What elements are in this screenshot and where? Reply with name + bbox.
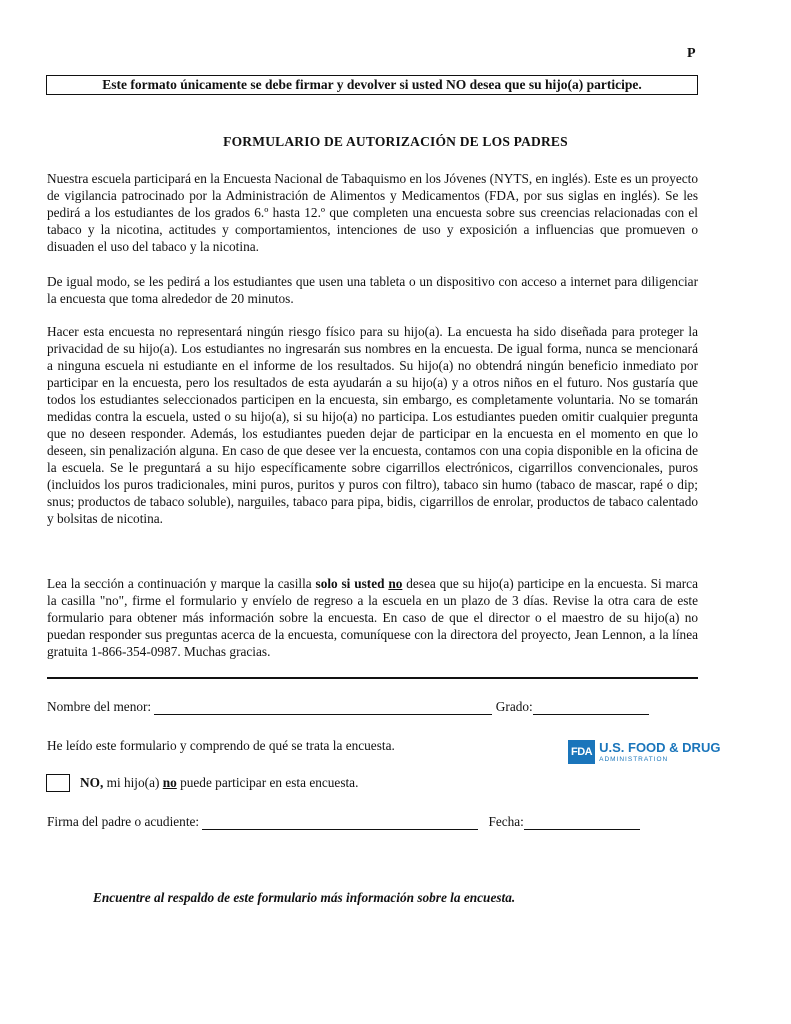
paragraph-privacy: Hacer esta encuesta no representará ningún riesgo físico para su hijo(a). La encuesta ha sido diseñada para proteger la privacidad de su hijo(a). Los estudiantes no ingresarán sus nombres en la encuesta. De igual forma, nunca se mencionará a ninguna escuela ni estudiante en el informe de los resultados. Su hijo(a) no obtendrá ningún beneficio inmediato por participar en la encuesta, pero los resultados de esta ayudarán a su hijo(a) y a otros niños en el futuro. Nos gustaría que todos los estudiantes seleccionados participen en la encuesta, sin embargo, es completamente voluntaria. No se tomarán medidas contra la escuela, usted o su hijo(a), si su hijo(a) no participa. Los estudiantes pueden omitir cualquier pregunta que no deseen responder. Además, los estudiantes pueden dejar de participar en la encuesta en el momento en que lo deseen, sin penalización alguna. En caso de que desee ver la encuesta, contamos con una copia disponible en la oficina de la escuela. Se le preguntará a su hijo específicamente sobre cigarrillos electrónicos, cigarrillos convencionales, puros (incluidos los puros tradicionales, mini puros, puritos y puros con filtro), tabaco sin humo (tabaco de mascar, rapé o dip; snus; productos de tabaco soluble), narguiles, tabaco para pipa, bidis, cigarrillos de enrolar, productos de tabaco calentado y bolsitas de nicotina. [47, 324, 698, 526]
child-name-field[interactable] [154, 700, 492, 715]
page-letter: P [687, 46, 696, 61]
instructions-text-rest: desea que su hijo(a) participe en la encuesta. Si marca la casilla "no", firme el formulario y envíelo de regreso a la escuela en un plazo de 3 días. Revise la otra cara de este formulario para obtener más información sobre la encuesta. En caso de que el director o el maestro de su hijo(a) no puedan responder sus preguntas acerca de la encuesta, comuníquese con la directora del proyecto, Jean Lennon, a la línea gratuita 1-866-354-0987. Muchas gracias. [47, 576, 698, 659]
fda-badge: FDA [568, 740, 595, 764]
signature-label: Firma del padre o acudiente: [47, 814, 200, 829]
paragraph-intro: Nuestra escuela participará en la Encuesta Nacional de Tabaquismo en los Jóvenes (NYTS, en inglés). Este es un proyecto de vigilancia patrocinado por la Administración de Alimentos y Medicamentos (FDA, por sus siglas en inglés). Se les pedirá a los estudiantes de los grados 6.º hasta 12.º que completen una encuesta sobre sus creencias relacionadas con el tabaco y la nicotina, actitudes y comportamientos, intenciones de uso y exposición a influencias que promueven o disuaden el uso del tabaco y la nicotina. [47, 171, 698, 254]
instructions-text: Lea la sección a continuación y marque la casilla [47, 576, 316, 591]
opt-out-text-rest: puede participar en esta encuesta. [176, 775, 359, 790]
signature-field[interactable] [202, 815, 478, 830]
grade-label: Grado: [495, 699, 533, 714]
form-title: FORMULARIO DE AUTORIZACIÓN DE LOS PADRES [223, 134, 568, 149]
opt-out-text: mi hijo(a) [103, 775, 163, 790]
signature-row [47, 814, 640, 830]
opt-out-no: NO, [80, 775, 104, 790]
grade-field[interactable] [533, 700, 649, 715]
fda-logo-main: U.S. FOOD & DRUG [599, 739, 721, 755]
date-field[interactable] [524, 815, 640, 830]
paragraph-instructions [47, 575, 698, 660]
opt-out-notice-box: Este formato únicamente se debe firmar y devolver si usted NO desea que su hijo(a) participe. [46, 75, 698, 95]
paragraph-device: De igual modo, se les pedirá a los estudiantes que usen una tableta o un dispositivo con acceso a internet para diligenciar la encuesta que toma alrededor de 20 minutos. [47, 274, 698, 306]
date-label: Fecha: [488, 814, 524, 829]
read-statement: He leído este formulario y comprendo de qué se trata la encuesta. [47, 738, 395, 753]
fda-logo-sub: ADMINISTRATION [599, 755, 669, 763]
footer-note: Encuentre al respaldo de este formulario más información sobre la encuesta. [93, 890, 516, 905]
instructions-bold-underline: no [388, 576, 403, 591]
opt-out-no-underlined: no [162, 775, 177, 790]
divider [47, 677, 698, 679]
opt-out-checkbox[interactable] [46, 774, 70, 792]
opt-out-label [80, 775, 358, 791]
child-name-label: Nombre del menor: [47, 699, 152, 714]
instructions-bold: solo si usted [315, 576, 389, 591]
fda-logo [568, 740, 720, 764]
child-name-row [47, 699, 649, 715]
